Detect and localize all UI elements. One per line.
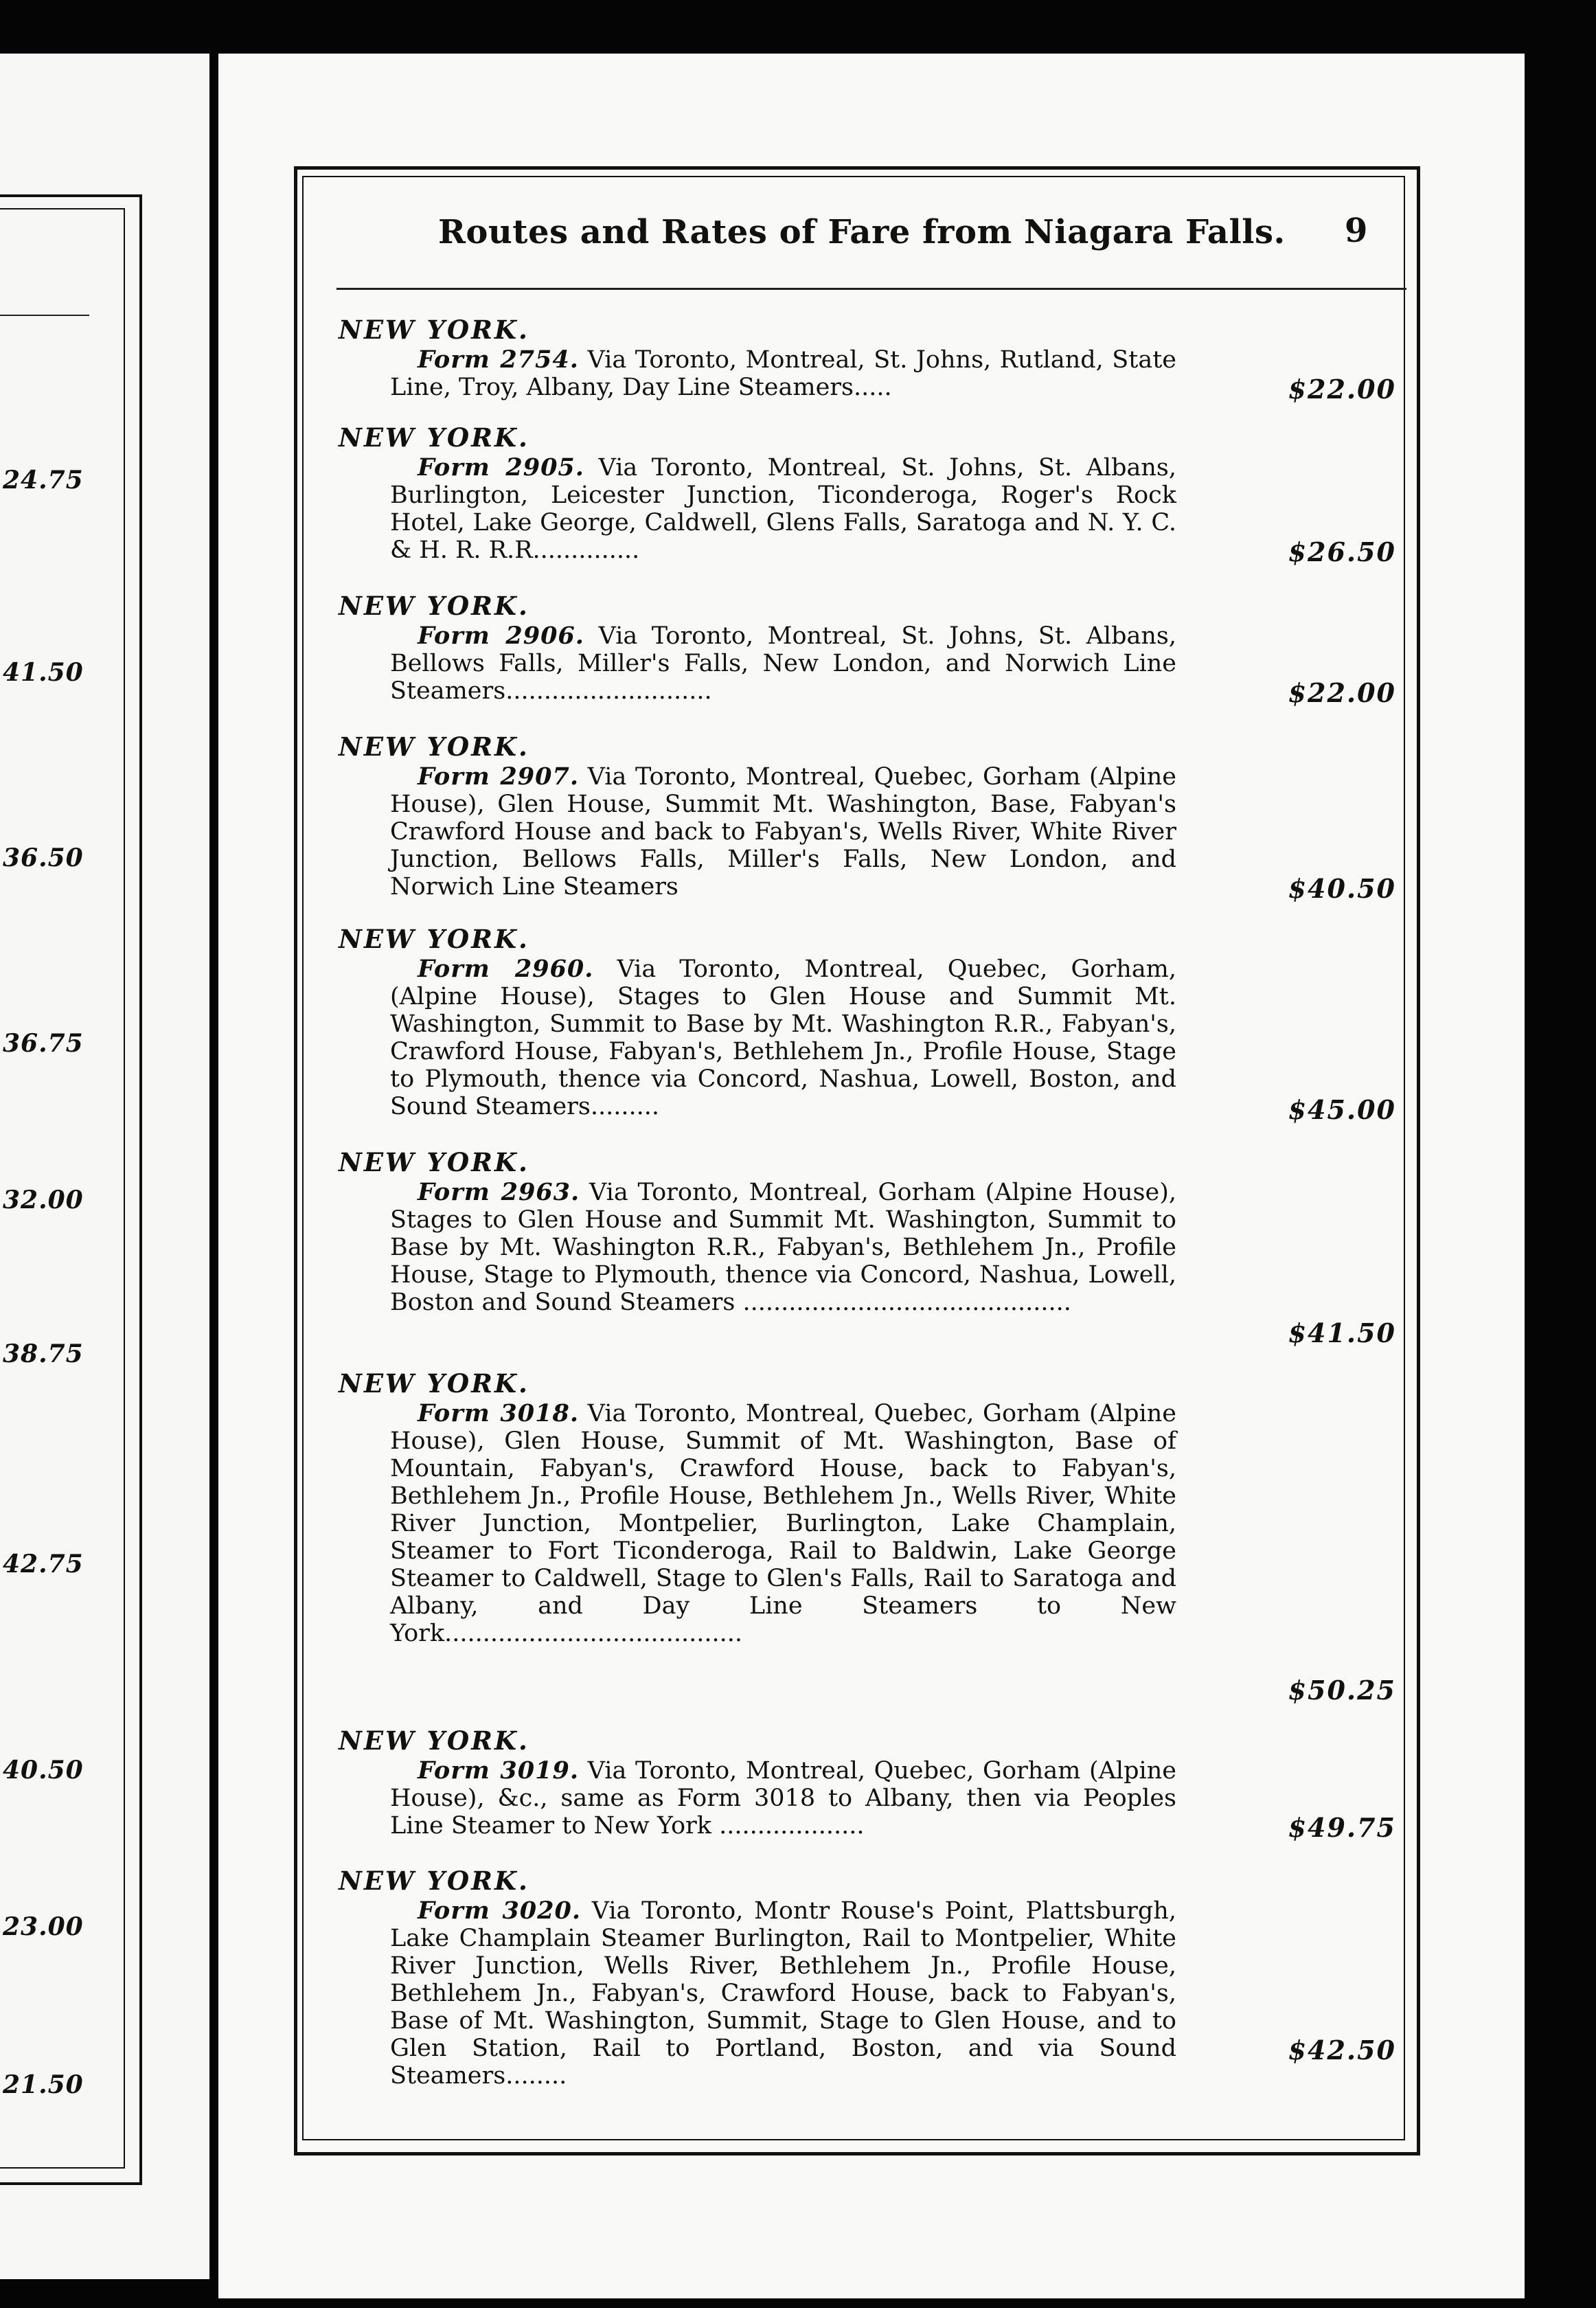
- fare-price: $22.00: [1288, 677, 1396, 708]
- route-entry: [339, 923, 1396, 1125]
- destination-heading: NEW YORK.: [339, 1726, 529, 1756]
- fare-price: $41.50: [1288, 1317, 1396, 1348]
- timetable-page: [218, 54, 1525, 2298]
- fare-price: $42.50: [1288, 2035, 1396, 2066]
- route-description: [390, 1757, 1176, 1840]
- destination-heading: NEW YORK.: [339, 924, 529, 954]
- form-number: Form 2754.: [418, 346, 579, 374]
- route-text: Via Toronto, Montr Rouse's Point, Plattsburgh, Lake Champlain Steamer Burlington, Rail to Montpelier, White River Junction, Wells River, Bethlehem Jn., Profile House, Bethlehem Jn., Fabyan's, Crawford House, back to Fabyan's, Base of Mt. Washington, Summit, Stage to Glen House, and to Glen Station, Rail to Portland, Boston, and via Sound Steamers........: [390, 1897, 1176, 2090]
- form-number: Form 2963.: [418, 1178, 580, 1206]
- previous-page-header-rule: [0, 315, 89, 316]
- route-entry: [339, 730, 1396, 904]
- route-entry: [339, 421, 1396, 567]
- fare-price: $40.50: [1288, 873, 1396, 904]
- form-number: Form 3019.: [418, 1756, 580, 1785]
- previous-page-price: 42.75: [3, 1550, 84, 1579]
- previous-page-price: 38.75: [3, 1339, 84, 1368]
- route-description: [390, 763, 1176, 901]
- previous-page-price: 41.50: [3, 658, 84, 687]
- previous-page-price: 32.00: [3, 1186, 84, 1214]
- destination-heading: NEW YORK.: [339, 422, 529, 453]
- route-text: Via Toronto, Montreal, Quebec, Gorham, (Alpine House), Stages to Glen House and Summit Mt. Washington, Summit to Base by Mt. Washington R.R., Fabyan's, Crawford House, Fabyan's, Bethlehem Jn., Profile House, Stage to Plymouth, thence via Concord, Nashua, Lowell, Boston, and Sound Steamers.........: [390, 955, 1176, 1120]
- destination-heading: NEW YORK.: [339, 591, 529, 621]
- destination-heading: NEW YORK.: [339, 315, 529, 345]
- previous-page-price: 24.75: [3, 466, 84, 495]
- page-header: Routes and Rates of Fare from Niagara Falls.: [438, 213, 1286, 251]
- route-text: Via Toronto, Montreal, St. Johns, St. Albans, Burlington, Leicester Junction, Ticonderoga, Roger's Rock Hotel, Lake George, Caldwell, Glens Falls, Saratoga and N. Y. C. & H. R. R.R..............: [390, 454, 1176, 564]
- destination-heading: NEW YORK.: [339, 1368, 529, 1399]
- fare-price: $22.00: [1288, 374, 1396, 405]
- route-entry: [339, 1864, 1396, 2090]
- fare-price: $50.25: [1288, 1675, 1396, 1706]
- header-rule: [337, 288, 1406, 290]
- route-description: [390, 454, 1176, 564]
- route-text: Via Toronto, Montreal, Quebec, Gorham (Alpine House), Glen House, Summit Mt. Washington, Base, Fabyan's Crawford House and back to Fabyan's, Wells River, White River Junction, Bellows Falls, Miller's Falls, New London, and Norwich Line Steamers: [390, 763, 1176, 901]
- route-entry: [339, 1724, 1396, 1843]
- route-entry: [339, 1146, 1396, 1348]
- fare-price: $49.75: [1288, 1812, 1396, 1843]
- route-text: Via Toronto, Montreal, St. Johns, Rutland, State Line, Troy, Albany, Day Line Steamers.....: [390, 346, 1176, 401]
- form-number: Form 2905.: [418, 453, 584, 482]
- previous-page-price: 23.00: [3, 1912, 84, 1941]
- previous-page-fragment: [0, 54, 209, 2279]
- previous-page-price: 36.75: [3, 1029, 84, 1058]
- route-text: Via Toronto, Montreal, Quebec, Gorham (Alpine House), Glen House, Summit of Mt. Washington, Base of Mountain, Fabyan's, Crawford House, back to Fabyan's, Bethlehem Jn., Profile House, Bethlehem Jn., Wells River, White River Junction, Montpelier, Burlington, Lake Champlain, Steamer to Fort Ticonderoga, Rail to Baldwin, Lake George Steamer to Caldwell, Stage to Glen's Falls, Rail to Saratoga and Albany, and Day Line Steamers to New York.......................................: [390, 1400, 1176, 1647]
- page-number: 9: [1345, 212, 1368, 250]
- fare-price: $26.50: [1288, 536, 1396, 567]
- route-entry: [339, 589, 1396, 708]
- previous-page-price: 40.50: [3, 1756, 84, 1785]
- destination-heading: NEW YORK.: [339, 732, 529, 762]
- previous-page-price: 21.50: [3, 2070, 84, 2099]
- route-description: [390, 955, 1176, 1120]
- route-description: [390, 1179, 1176, 1316]
- route-entry: [339, 1367, 1396, 1706]
- form-number: Form 2960.: [418, 955, 594, 983]
- route-text: Via Toronto, Montreal, St. Johns, St. Albans, Bellows Falls, Miller's Falls, New London, and Norwich Line Steamers...........................: [390, 622, 1176, 705]
- destination-heading: NEW YORK.: [339, 1866, 529, 1896]
- previous-page-price: 36.50: [3, 844, 84, 872]
- route-text: Via Toronto, Montreal, Gorham (Alpine House), Stages to Glen House and Summit Mt. Washington, Summit to Base by Mt. Washington R.R., Fabyan's, Bethlehem Jn., Profile House, Stage to Plymouth, thence via Concord, Nashua, Lowell, Boston and Sound Steamers ...........................................: [390, 1179, 1176, 1316]
- route-description: [390, 1400, 1176, 1647]
- form-number: Form 3020.: [418, 1897, 582, 1925]
- route-text: Via Toronto, Montreal, Quebec, Gorham (Alpine House), &c., same as Form 3018 to Albany, then via Peoples Line Steamer to New York ...................: [390, 1757, 1176, 1840]
- route-description: [390, 622, 1176, 705]
- route-description: [390, 346, 1176, 401]
- route-description: [390, 1897, 1176, 2090]
- fare-price: $45.00: [1288, 1094, 1396, 1125]
- destination-heading: NEW YORK.: [339, 1147, 529, 1177]
- form-number: Form 2906.: [418, 622, 584, 650]
- route-entry: [339, 313, 1396, 405]
- form-number: Form 2907.: [418, 762, 580, 791]
- form-number: Form 3018.: [418, 1399, 580, 1427]
